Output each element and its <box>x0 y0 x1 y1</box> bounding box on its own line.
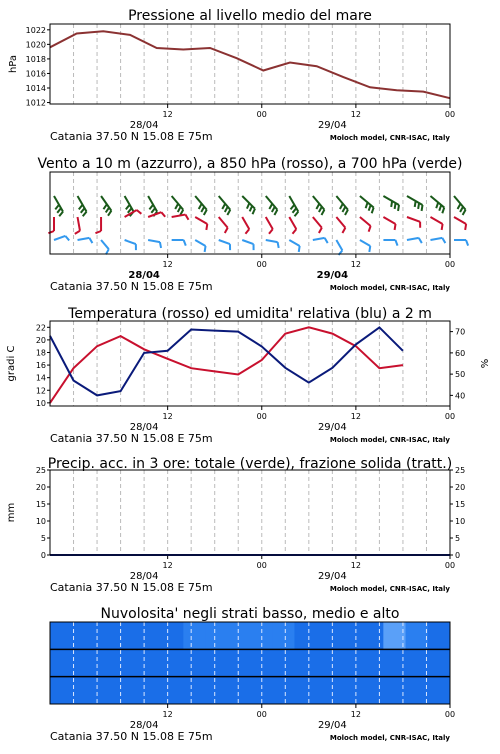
barb-feather <box>369 246 370 252</box>
barb-10 <box>313 238 328 243</box>
date-label: 28/04 <box>130 571 159 582</box>
barb-feather <box>299 246 300 252</box>
temp-line <box>50 327 403 403</box>
barb-10 <box>383 240 397 246</box>
date-label: 29/04 <box>318 720 347 731</box>
barb-feather <box>149 205 153 210</box>
barb-feather <box>227 210 230 215</box>
barb-feather <box>278 242 279 248</box>
cloud-cell-high <box>206 622 229 649</box>
barb-850 <box>95 217 101 233</box>
barb-feather <box>369 205 371 211</box>
barb-850 <box>383 217 395 230</box>
date-label: 28/04 <box>128 270 160 281</box>
barb-shaft <box>266 196 278 210</box>
barb-shaft <box>289 240 299 246</box>
barb-feather <box>391 201 392 207</box>
barb-feather <box>95 231 101 233</box>
barb-850 <box>407 217 420 228</box>
barb-feather <box>245 229 249 234</box>
barb-700 <box>101 196 111 216</box>
barb-feather <box>48 231 54 233</box>
barb-700 <box>407 196 423 211</box>
barb-feather <box>294 212 298 217</box>
barb-feather <box>342 228 345 233</box>
cloud-cell-high <box>72 622 95 649</box>
barb-feather <box>274 210 277 215</box>
cloud-cell-high <box>183 622 206 649</box>
barb-10 <box>242 240 253 250</box>
y-tick-label: 25 <box>36 466 46 475</box>
barb-feather <box>325 238 328 243</box>
barb-shaft <box>336 217 345 228</box>
barb-shaft <box>430 217 442 224</box>
barb-700 <box>266 196 278 215</box>
cloud-cell-high <box>50 622 73 649</box>
chart-title-4: Nuvolosita' negli strati basso, medio e alto <box>101 606 400 622</box>
barb-feather <box>185 215 188 220</box>
x-tick-label: 12 <box>163 710 173 719</box>
barb-feather <box>75 231 80 234</box>
barb-feather <box>199 204 202 209</box>
barb-10 <box>219 240 230 250</box>
y-tick-label-right: 40 <box>455 391 465 400</box>
barb-feather <box>247 203 249 208</box>
barb-feather <box>103 204 106 209</box>
chart-title-2: Temperatura (rosso) ed umidita' relativa (blu) a 2 m <box>67 306 432 322</box>
cloud-cell-high <box>317 622 340 649</box>
barb-feather <box>442 208 444 214</box>
y-axis-label: hPa <box>8 55 19 73</box>
y-tick-label-right: 25 <box>455 466 465 475</box>
barb-feather <box>250 206 252 211</box>
location-label: Catania 37.50 N 15.08 E 75m <box>50 432 213 445</box>
barb-feather <box>316 204 319 209</box>
barb-shaft <box>172 196 184 210</box>
barb-700 <box>242 196 255 214</box>
barb-10 <box>336 240 342 255</box>
barb-feather <box>466 240 468 246</box>
y-tick-label: 10 <box>36 517 46 526</box>
barb-shaft <box>148 240 160 242</box>
x-tick-label: 12 <box>163 260 173 269</box>
barb-shaft <box>242 240 253 244</box>
barb-feather <box>345 210 348 215</box>
date-label: 28/04 <box>130 720 159 731</box>
barb-feather <box>415 201 416 207</box>
y-tick-label: 1022 <box>26 26 46 35</box>
barb-shaft <box>242 217 249 229</box>
y-tick-label: 1012 <box>26 99 46 108</box>
barb-feather <box>151 208 155 213</box>
barb-700 <box>172 196 184 215</box>
barb-shaft <box>313 217 322 228</box>
barb-shaft <box>407 238 419 240</box>
y-tick-label-right: 15 <box>455 500 465 509</box>
barb-feather <box>83 212 87 217</box>
barb-10 <box>407 238 422 243</box>
barb-shaft <box>54 236 65 240</box>
barb-850 <box>430 217 442 230</box>
barb-700 <box>336 196 348 215</box>
barb-shaft <box>266 240 278 242</box>
y-tick-label-right: 5 <box>455 534 460 543</box>
barb-feather <box>79 205 83 210</box>
x-tick-label: 00 <box>445 412 455 421</box>
cloud-cell-high <box>294 622 317 649</box>
barb-feather <box>291 205 295 210</box>
model-label: Moloch model, CNR-ISAC, Italy <box>330 134 451 142</box>
barb-feather <box>419 238 422 243</box>
barb-feather <box>160 242 161 248</box>
barb-shaft <box>219 240 230 244</box>
cloud-cell-high <box>94 622 117 649</box>
barb-feather <box>321 210 324 215</box>
date-label: 29/04 <box>318 120 347 131</box>
cloud-cell-high <box>139 622 162 649</box>
barb-feather <box>319 207 322 212</box>
barb-shaft <box>360 240 370 246</box>
barb-10 <box>125 240 136 250</box>
barb-700 <box>195 196 207 215</box>
barb-shaft <box>266 217 273 229</box>
cloud-cell-high <box>117 622 140 649</box>
barb-feather <box>395 203 396 209</box>
barb-feather <box>372 208 374 214</box>
barb-feather <box>319 228 322 233</box>
x-tick-label: 12 <box>351 260 361 269</box>
barb-feather <box>126 205 130 210</box>
barb-feather <box>269 204 272 209</box>
barb-700 <box>383 196 399 211</box>
y-axis-label: mm <box>6 503 17 522</box>
barb-850 <box>172 215 189 220</box>
barb-feather <box>458 204 461 209</box>
barb-850 <box>75 217 80 234</box>
y-tick-label: 15 <box>36 500 46 509</box>
barb-feather <box>439 205 441 211</box>
x-tick-label: 12 <box>351 710 361 719</box>
barb-feather <box>225 207 228 212</box>
model-label: Moloch model, CNR-ISAC, Italy <box>330 284 451 292</box>
barb-shaft <box>172 215 186 217</box>
barb-shaft <box>336 240 342 250</box>
y-tick-label: 20 <box>36 483 46 492</box>
barb-feather <box>342 207 345 212</box>
barb-850 <box>360 217 371 232</box>
barb-feather <box>204 210 207 215</box>
barb-feather <box>422 205 423 211</box>
barb-feather <box>178 207 181 212</box>
barb-feather <box>225 228 228 233</box>
barb-feather <box>253 209 255 214</box>
x-tick-label: 12 <box>351 561 361 570</box>
x-tick-label: 00 <box>257 412 267 421</box>
barb-10 <box>454 240 468 246</box>
model-label: Moloch model, CNR-ISAC, Italy <box>330 436 451 444</box>
barb-feather <box>128 208 132 213</box>
barb-feather <box>269 229 273 234</box>
barb-850 <box>289 217 296 234</box>
x-tick-label: 00 <box>445 710 455 719</box>
location-label: Catania 37.50 N 15.08 E 75m <box>50 280 213 293</box>
barb-700 <box>54 196 63 216</box>
y-tick-label: 16 <box>36 361 46 370</box>
barb-10 <box>172 240 186 246</box>
barb-feather <box>137 210 142 214</box>
x-tick-label: 12 <box>351 412 361 421</box>
barb-700 <box>313 196 325 215</box>
barb-10 <box>289 240 299 252</box>
barb-shaft <box>430 238 442 240</box>
barb-feather <box>442 224 443 230</box>
y-tick-label: 12 <box>36 386 46 395</box>
cloud-cell-high <box>428 622 451 649</box>
location-label: Catania 37.50 N 15.08 E 75m <box>50 130 213 143</box>
barb-feather <box>108 211 111 216</box>
barb-shaft <box>219 217 228 228</box>
barb-feather <box>395 224 396 230</box>
barb-feather <box>418 203 419 209</box>
y-tick-label: 10 <box>36 399 46 408</box>
barb-feather <box>293 208 297 213</box>
y-tick-label-right: 20 <box>455 483 465 492</box>
barb-feather <box>55 205 59 210</box>
barb-10 <box>78 238 93 243</box>
barb-shaft <box>148 212 161 217</box>
barb-feather <box>436 202 438 208</box>
barb-850 <box>454 217 466 230</box>
barb-feather <box>395 240 397 246</box>
barb-feather <box>201 207 204 212</box>
cloud-cell-high <box>339 622 362 649</box>
barb-850 <box>148 212 165 217</box>
y-tick-label: 1020 <box>26 40 46 49</box>
barb-shaft <box>78 217 80 231</box>
cloud-cell-high <box>228 622 251 649</box>
barb-feather <box>184 240 186 246</box>
y-tick-label-right: 10 <box>455 517 465 526</box>
y-tick-label: 20 <box>36 336 46 345</box>
model-label: Moloch model, CNR-ISAC, Italy <box>330 734 451 742</box>
y-tick-label: 0 <box>41 551 46 560</box>
y-tick-label-right: 0 <box>455 551 460 560</box>
barb-10 <box>54 236 69 241</box>
location-label: Catania 37.50 N 15.08 E 75m <box>50 581 213 594</box>
date-label: 29/04 <box>318 422 347 433</box>
barb-700 <box>360 196 374 213</box>
barb-shaft <box>78 238 90 240</box>
barb-feather <box>175 204 178 209</box>
y-tick-label: 22 <box>36 323 46 332</box>
barb-850 <box>336 217 345 233</box>
x-tick-label: 00 <box>257 110 267 119</box>
barb-shaft <box>101 240 109 249</box>
barb-feather <box>65 236 69 241</box>
x-tick-label: 00 <box>445 110 455 119</box>
y-tick-label-right: 60 <box>455 349 465 358</box>
barb-shaft <box>195 240 205 246</box>
x-tick-label: 12 <box>351 110 361 119</box>
barb-shaft <box>313 196 325 210</box>
barb-shaft <box>219 196 231 210</box>
y-axis-label: gradi C <box>6 346 17 382</box>
barb-feather <box>106 208 109 213</box>
barb-feather <box>205 246 206 252</box>
barb-feather <box>161 212 165 217</box>
panel-border <box>50 470 450 555</box>
barb-850 <box>219 217 228 233</box>
y-tick-label: 14 <box>36 374 46 383</box>
x-tick-label: 00 <box>445 260 455 269</box>
y-tick-label: 5 <box>41 534 46 543</box>
x-tick-label: 00 <box>445 561 455 570</box>
x-tick-label: 00 <box>257 260 267 269</box>
date-label: 28/04 <box>130 120 159 131</box>
barb-feather <box>460 207 463 212</box>
barb-feather <box>206 224 207 230</box>
cloud-cell-high <box>406 622 429 649</box>
barb-shaft <box>313 238 325 240</box>
y-tick-label-right: 50 <box>455 370 465 379</box>
barb-feather <box>463 210 466 215</box>
barb-feather <box>57 208 61 213</box>
barb-feather <box>292 229 296 234</box>
barb-10 <box>360 240 370 252</box>
chart-title-3: Precip. acc. in 3 ore: totale (verde), frazione solida (tratt.) <box>48 456 452 472</box>
barb-shaft <box>454 217 466 224</box>
x-tick-label: 00 <box>257 561 267 570</box>
y-tick-label: 1014 <box>26 84 46 93</box>
x-tick-label: 12 <box>163 110 173 119</box>
barb-feather <box>222 204 225 209</box>
barb-10 <box>266 240 279 248</box>
barb-850 <box>266 217 273 234</box>
chart-title-1: Vento a 10 m (azzurro), a 850 hPa (rosso), a 700 hPa (verde) <box>37 156 462 172</box>
cloud-cell-high <box>161 622 184 649</box>
barb-850 <box>242 217 249 234</box>
y-tick-label: 1016 <box>26 69 46 78</box>
date-label: 29/04 <box>317 270 349 281</box>
x-tick-label: 12 <box>163 561 173 570</box>
barb-feather <box>398 205 399 211</box>
barb-shaft <box>195 217 207 224</box>
barb-feather <box>59 212 63 217</box>
barb-700 <box>430 196 444 213</box>
y-tick-label-right: 70 <box>455 328 465 337</box>
x-tick-label: 00 <box>257 710 267 719</box>
barb-700 <box>454 196 466 215</box>
barb-700 <box>78 196 87 216</box>
barb-shaft <box>383 217 395 224</box>
barb-shaft <box>407 217 420 222</box>
barb-850 <box>48 217 54 233</box>
humidity-line <box>50 327 403 395</box>
barb-feather <box>366 202 368 208</box>
barb-shaft <box>454 196 466 210</box>
barb-850 <box>195 217 207 230</box>
chart-title-0: Pressione al livello medio del mare <box>128 8 372 24</box>
barb-10 <box>148 240 161 248</box>
barb-shaft <box>125 240 136 244</box>
barb-10 <box>101 240 109 254</box>
barb-feather <box>272 207 275 212</box>
barb-feather <box>442 238 445 243</box>
barb-shaft <box>336 196 348 210</box>
barb-feather <box>81 208 85 213</box>
barb-shaft <box>101 196 111 211</box>
barb-feather <box>369 226 371 232</box>
y-tick-label: 18 <box>36 348 46 357</box>
barb-shaft <box>360 217 371 226</box>
barb-850 <box>313 217 322 233</box>
barb-feather <box>340 204 343 209</box>
x-tick-label: 12 <box>163 412 173 421</box>
barb-feather <box>465 224 466 230</box>
barb-shaft <box>195 196 207 210</box>
date-label: 29/04 <box>318 571 347 582</box>
y-tick-label: 1018 <box>26 55 46 64</box>
date-label: 28/04 <box>130 422 159 433</box>
barb-shaft <box>289 217 296 229</box>
barb-10 <box>195 240 205 252</box>
cloud-cell-high <box>272 622 295 649</box>
barb-feather <box>89 238 92 243</box>
cloud-cell-high <box>361 622 384 649</box>
location-label: Catania 37.50 N 15.08 E 75m <box>50 730 213 743</box>
model-label: Moloch model, CNR-ISAC, Italy <box>330 585 451 593</box>
barb-700 <box>289 196 298 216</box>
y-axis-label-right: % <box>480 359 491 369</box>
pressure-line <box>50 31 450 98</box>
barb-10 <box>430 238 445 243</box>
barb-700 <box>219 196 231 215</box>
